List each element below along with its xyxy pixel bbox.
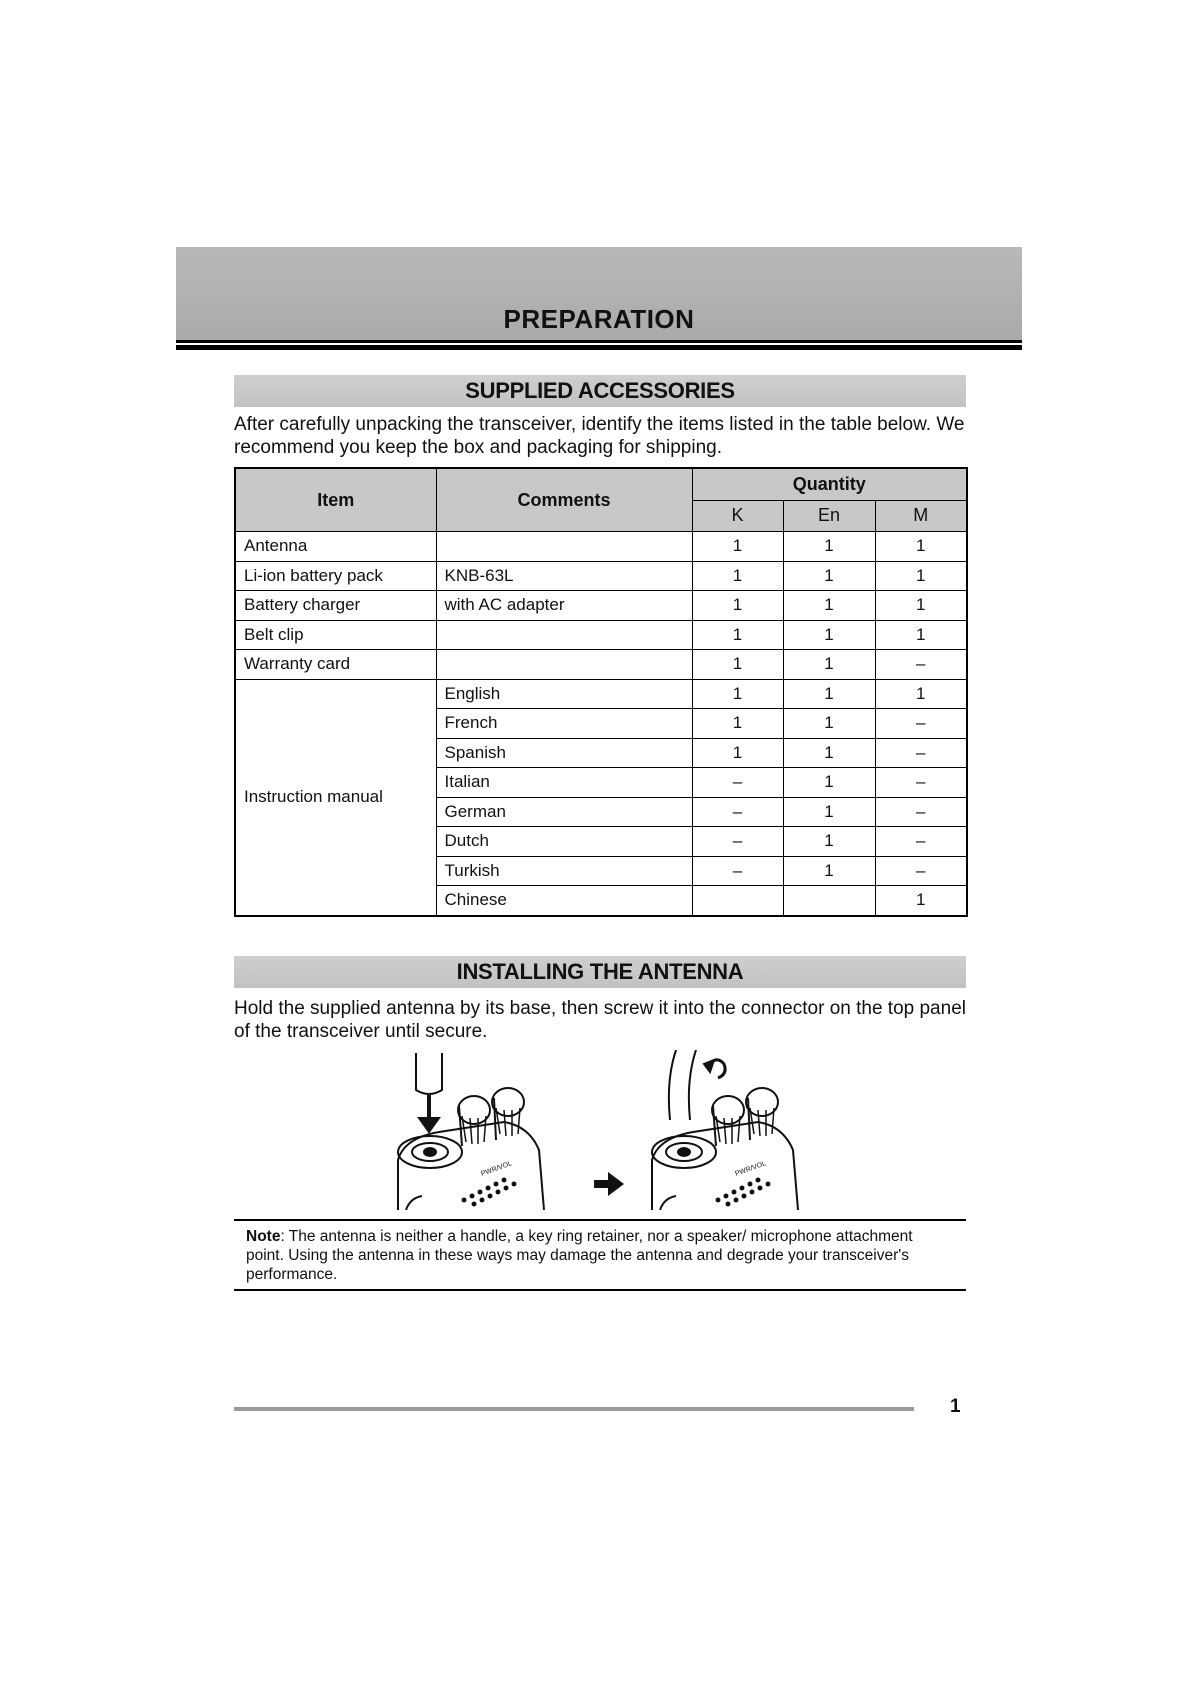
cell-k: 1 [692,620,783,650]
accessories-table [234,467,968,917]
cell-item: Belt clip [235,620,436,650]
cell-m: – [875,856,967,886]
cell-comments [436,620,692,650]
cell-m: – [875,738,967,768]
cell-en: 1 [783,856,875,886]
cell-m: 1 [875,679,967,709]
header-k: K [692,500,783,531]
cell-en: 1 [783,709,875,739]
footer-rule [234,1407,914,1411]
cell-k: 1 [692,738,783,768]
cell-k: – [692,827,783,857]
cell-item-instruction-manual: Instruction manual [235,679,436,916]
cell-k: – [692,856,783,886]
cell-comments: Italian [436,768,692,798]
cell-item: Battery charger [235,591,436,621]
cell-en: 1 [783,532,875,562]
cell-en: 1 [783,561,875,591]
cell-k: – [692,768,783,798]
cell-item: Antenna [235,532,436,562]
cell-k: 1 [692,709,783,739]
cell-en: 1 [783,679,875,709]
cell-en [783,886,875,916]
header-en: En [783,500,875,531]
table-row [235,561,967,591]
antenna-instructions: Hold the supplied antenna by its base, then screw it into the connector on the top panel of the transceiver until secure. [234,998,966,1042]
cell-comments: with AC adapter [436,591,692,621]
chapter-title: PREPARATION [503,304,695,334]
cell-en: 1 [783,620,875,650]
cell-en: 1 [783,768,875,798]
cell-en: 1 [783,650,875,680]
note-label: Note [246,1228,281,1245]
cell-m: – [875,827,967,857]
cell-k: 1 [692,532,783,562]
cell-comments: Dutch [436,827,692,857]
cell-item: Li-ion battery pack [235,561,436,591]
cell-m: 1 [875,886,967,916]
chapter-banner [176,247,1022,343]
table-row [235,679,967,709]
cell-k: 1 [692,679,783,709]
cell-comments: French [436,709,692,739]
cell-m: 1 [875,591,967,621]
cell-k: – [692,797,783,827]
note-text: : The antenna is neither a handle, a key ring retainer, nor a speaker/ microphone attachment point. Using the antenna in these ways may damage the antenna and degrade your transceiver's performance. [246,1228,913,1283]
table-row [235,591,967,621]
chapter-rule-top [176,340,1022,343]
pwr-vol-label: PWR/VOL [480,1160,514,1178]
cell-comments: KNB-63L [436,561,692,591]
pwr-vol-label: PWR/VOL [734,1160,768,1178]
cell-en: 1 [783,827,875,857]
table-row [235,650,967,680]
note-box [234,1219,966,1291]
cell-m: – [875,797,967,827]
antenna-installation-figure [234,1050,966,1210]
accessories-intro: After carefully unpacking the transceiver, identify the items listed in the table below. We recommend you keep the box and packaging for shipping. [234,414,965,458]
radio-after-illustration [652,1050,798,1210]
section-heading-installing-antenna: INSTALLING THE ANTENNA [234,956,966,988]
cell-comments: English [436,679,692,709]
cell-k: 1 [692,591,783,621]
table-row [235,532,967,562]
arrow-right-icon [594,1172,624,1196]
cell-k: 1 [692,650,783,680]
table-row [235,620,967,650]
cell-k: 1 [692,561,783,591]
cell-k [692,886,783,916]
header-m: M [875,500,967,531]
page-number: 1 [950,1396,961,1417]
cell-m: – [875,709,967,739]
header-comments: Comments [436,468,692,532]
cell-comments: Chinese [436,886,692,916]
cell-en: 1 [783,797,875,827]
cell-comments [436,650,692,680]
section-heading-supplied-accessories: SUPPLIED ACCESSORIES [234,375,966,407]
cell-en: 1 [783,591,875,621]
cell-comments: German [436,797,692,827]
cell-comments: Turkish [436,856,692,886]
cell-m: – [875,650,967,680]
radio-before-illustration [398,1053,544,1210]
cell-m: 1 [875,561,967,591]
cell-m: – [875,768,967,798]
cell-comments: Spanish [436,738,692,768]
cell-m: 1 [875,532,967,562]
cell-item: Warranty card [235,650,436,680]
header-item: Item [235,468,436,532]
cell-m: 1 [875,620,967,650]
cell-comments [436,532,692,562]
cell-en: 1 [783,738,875,768]
chapter-rule-bottom [176,345,1022,350]
header-quantity: Quantity [692,468,967,500]
